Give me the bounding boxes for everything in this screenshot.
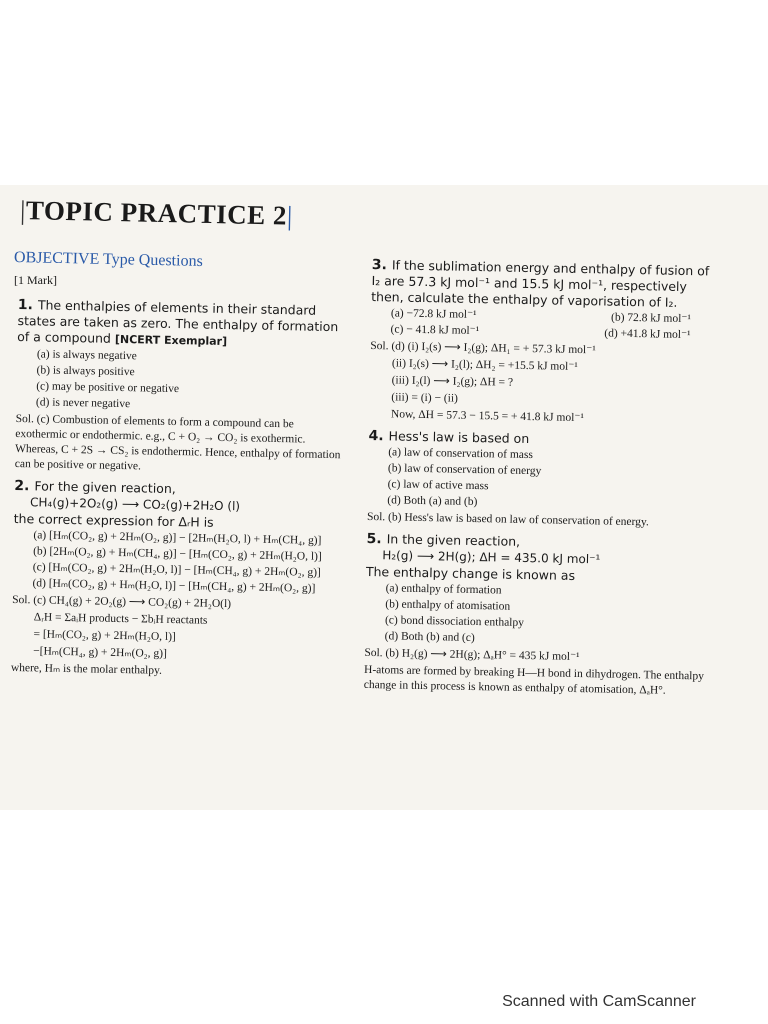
question-5 [364, 531, 707, 699]
question-text: In the given reaction, [386, 531, 521, 549]
question-text: The enthalpies of elements in their standard states are taken as zero. The enthalpy of formation of a compound [17, 297, 339, 346]
option-a: (a) is always negative [36, 348, 137, 363]
option-c: (c) law of active mass [387, 478, 489, 493]
solution-line: where, Hₘ is the molar enthalpy. [10, 661, 163, 677]
solution-line: = [Hₘ(CO₂, g) + 2Hₘ(H₂O, l)] [33, 628, 176, 644]
question-number: 3. [371, 257, 388, 274]
question-text: For the given reaction, [34, 478, 176, 497]
solution: Sol. (b) Hess's law is based on law of conservation of energy. [366, 510, 649, 529]
question-number: 4. [368, 427, 384, 445]
question-3 [369, 257, 712, 428]
reaction-equation: CH₄(g)+2O₂(g) ⟶ CO₂(g)+2H₂O (l) [29, 495, 241, 514]
solution-line: (iii) = (i) − (ii) [391, 391, 459, 405]
topic-heading [20, 195, 293, 232]
option-b: (b) is always positive [36, 364, 135, 379]
option-b: (b) enthalpy of atomisation [385, 598, 511, 613]
option-a: (a) enthalpy of formation [385, 582, 502, 597]
scanner-watermark: Scanned with CamScanner [502, 993, 696, 1010]
option-c: (c) [Hₘ(CO₂, g) + 2Hₘ(H₂O, l)] − [Hₘ(CH₄, g) + 2Hₘ(O₂, g)] [32, 561, 321, 579]
solution-line: Now, ΔH = 57.3 − 15.5 = + 41.8 kJ mol⁻¹ [390, 408, 584, 425]
solution-line: H-atoms are formed by breaking H—H bond in dihydrogen. The enthalpy change in this process is known as enthalpy of atomisation, ΔₐH°. [363, 663, 705, 697]
reaction-equation: H₂(g) ⟶ 2H(g); ΔH = 435.0 kJ mol⁻¹ [382, 548, 601, 567]
option-c: (c) − 41.8 kJ mol⁻¹ [390, 323, 480, 338]
question-number: 1. [17, 297, 34, 314]
question-ask: the correct expression for ΔᵣH is [13, 510, 214, 530]
solution-line: Sol. (c) CH₄(g) + 2O₂(g) ⟶ CO₂(g) + 2H₂O(l) [12, 593, 232, 611]
ncert-tag: [NCERT Exemplar] [114, 332, 228, 349]
question-2 [11, 478, 345, 682]
solution: Sol. (c) Combustion of elements to form a compound can be exothermic or endothermic. e.g., C + O₂ → CO₂ is exothermic. Whereas, C + 2S → CS₂ is endothermic. Hence, enthalpy of formation can be positive or negative. [14, 412, 341, 473]
question-text: If the sublimation energy and enthalpy of fusion of I₂ are 57.3 kJ mol⁻¹ and 15.5 kJ mol⁻¹, respectively then, calculate the enthalpy of vaporisation of I₂. [371, 257, 710, 310]
question-text: Hess's law is based on [388, 428, 530, 447]
option-d: (d) Both (b) and (c) [384, 630, 475, 645]
option-a: (a) −72.8 kJ mol⁻¹ [390, 307, 477, 322]
option-c: (c) bond dissociation enthalpy [384, 614, 525, 629]
option-d: (d) +41.8 kJ mol⁻¹ [604, 327, 691, 342]
question-number: 5. [366, 530, 382, 548]
option-d: (d) Both (a) and (b) [387, 494, 478, 509]
left-column [11, 297, 348, 688]
scanned-page [0, 185, 768, 810]
solution-line: (iii) I₂(l) ⟶ I₂(g); ΔH = ? [391, 374, 514, 389]
option-d: (d) [Hₘ(CO₂, g) + Hₘ(H₂O, l)] − [Hₘ(CH₄, g) + 2Hₘ(O₂, g)] [32, 577, 316, 595]
solution-line: −[Hₘ(CH₄, g) + 2Hₘ(O₂, g)] [33, 645, 167, 660]
marks-label: [1 Mark] [14, 273, 57, 287]
option-b: (b) [2Hₘ(O₂, g) + Hₘ(CH₄, g)] − [Hₘ(CO₂, g) + 2Hₘ(H₂O, l)] [33, 545, 322, 563]
question-number: 2. [14, 477, 30, 495]
solution-line: ΔᵣH = ΣaᵢH products − ΣbᵢH reactants [33, 611, 208, 627]
question-1 [15, 297, 348, 478]
section-title: OBJECTIVE Type Questions [13, 249, 203, 270]
option-b: (b) 72.8 kJ mol⁻¹ [610, 311, 691, 326]
heading-right-bar: | [286, 200, 294, 231]
question-ask: The enthalpy change is known as [365, 563, 576, 583]
question-4 [367, 428, 709, 532]
solution-line: Sol. (b) H₂(g) ⟶ 2H(g); ΔₐH° = 435 kJ mol⁻¹ [364, 646, 580, 664]
option-c: (c) may be positive or negative [36, 380, 180, 396]
solution-line: Sol. (d) (i) I₂(s) ⟶ I₂(g); ΔH₁ = + 57.3 kJ mol⁻¹ [370, 339, 596, 357]
right-column [364, 257, 712, 705]
option-a: (a) [Hₘ(CO₂, g) + 2Hₘ(O₂, g)] − [2Hₘ(H₂O, l) + Hₘ(CH₄, g)] [33, 529, 322, 547]
option-b: (b) law of conservation of energy [387, 462, 542, 478]
topic-title: TOPIC PRACTICE 2 [25, 195, 288, 231]
option-d: (d) is never negative [35, 396, 131, 411]
option-a: (a) law of conservation of mass [388, 446, 534, 462]
solution-line: (ii) I₂(s) ⟶ I₂(l); ΔH₂ = +15.5 kJ mol⁻¹ [391, 357, 578, 373]
heading-left-bar: | [19, 195, 27, 226]
